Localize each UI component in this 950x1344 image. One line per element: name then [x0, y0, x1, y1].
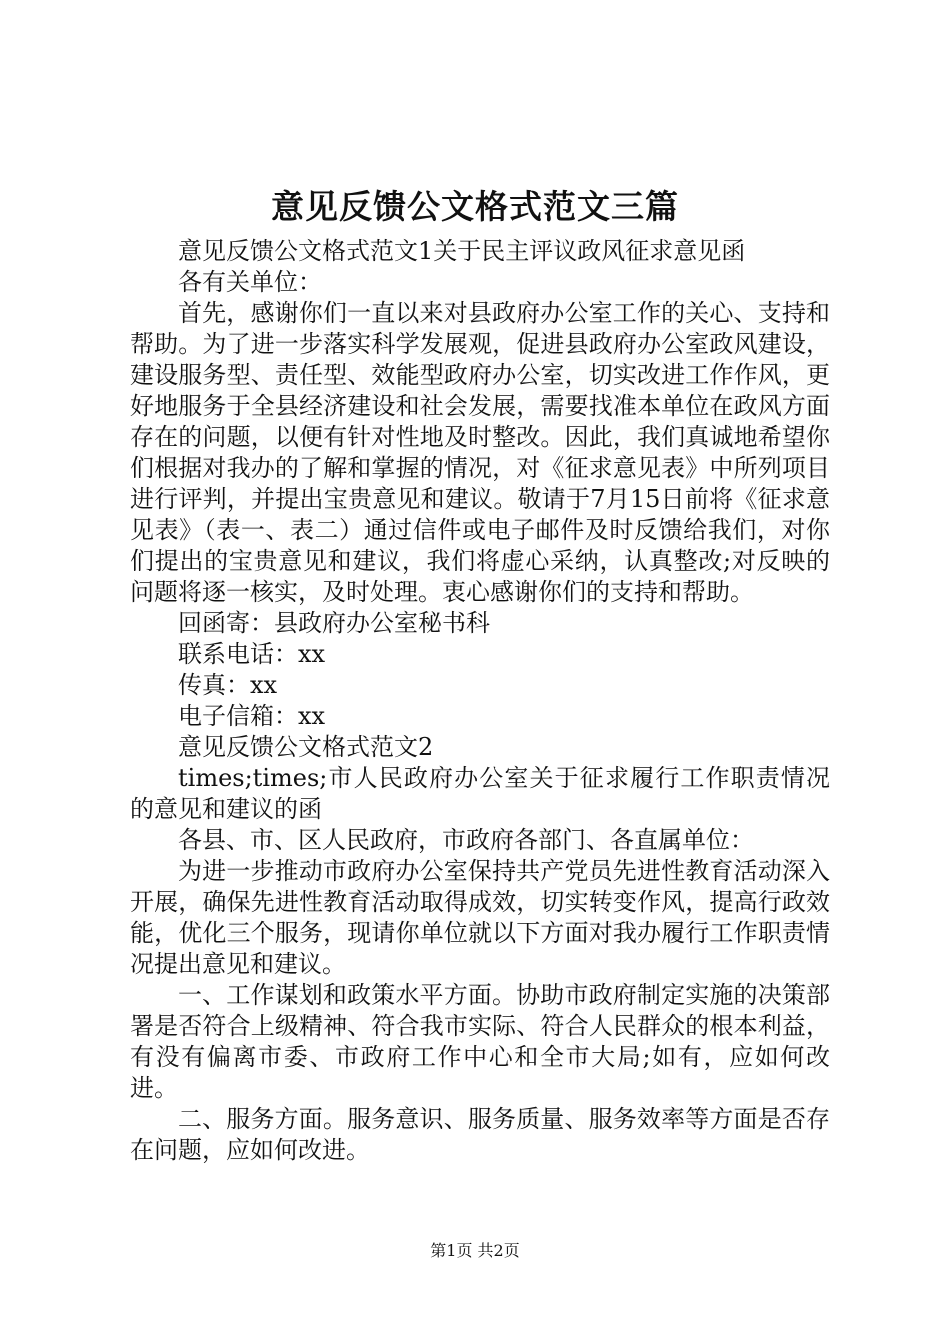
paragraph: times;times;市人民政府办公室关于征求履行工作职责情况的意见和建议的函 — [130, 764, 830, 823]
paragraph: 首先，感谢你们一直以来对县政府办公室工作的关心、支持和帮助。为了进一步落实科学发展观，促进县政府办公室政风建设，建设服务型、责任型、效能型政府办公室，切实改进工作作风，更好地服务于全县经济建设和社会发展，需要找准本单位在政风方面存在的问题，以便有针对性地及时整改。因此，我们真诚地希望你们根据对我办的了解和掌握的情况，对《征求意见表》中所列项目进行评判，并提出宝贵意见和建议。敬请于7月15日前将《征求意见表》（表一、表二）通过信件或电子邮件及时反馈给我们，对你们提出的宝贵意见和建议，我们将虚心采纳，认真整改;对反映的问题将逐一核实，及时处理。衷心感谢你们的支持和帮助。 — [130, 299, 830, 606]
paragraph: 传真：xx — [178, 671, 278, 699]
document-title: 意见反馈公文格式范文三篇 — [271, 187, 679, 226]
paragraph: 回函寄：县政府办公室秘书科 — [178, 609, 490, 637]
paragraph: 为进一步推动市政府办公室保持共产党员先进性教育活动深入开展，确保先进性教育活动取得成效，切实转变作风，提高行政效能，优化三个服务，现请你单位就以下方面对我办履行工作职责情况提出意见和建议。 — [130, 857, 830, 978]
paragraph: 二、服务方面。服务意识、服务质量、服务效率等方面是否存在问题，应如何改进。 — [130, 1105, 830, 1164]
paragraph: 意见反馈公文格式范文1关于民主评议政风征求意见函 — [178, 237, 746, 265]
paragraph: 各县、市、区人民政府，市政府各部门、各直属单位： — [178, 826, 754, 854]
document-body — [130, 236, 830, 1166]
paragraph: 意见反馈公文格式范文2 — [178, 733, 434, 761]
paragraph: 一、工作谋划和政策水平方面。协助市政府制定实施的决策部署是否符合上级精神、符合我市实际、符合人民群众的根本利益，有没有偏离市委、市政府工作中心和全市大局;如有，应如何改进。 — [130, 981, 830, 1102]
paragraph: 各有关单位： — [178, 268, 322, 296]
paragraph: 联系电话：xx — [178, 640, 326, 668]
page-footer: 第1页 共2页 — [430, 1241, 520, 1260]
paragraph: 电子信箱：xx — [178, 702, 326, 730]
